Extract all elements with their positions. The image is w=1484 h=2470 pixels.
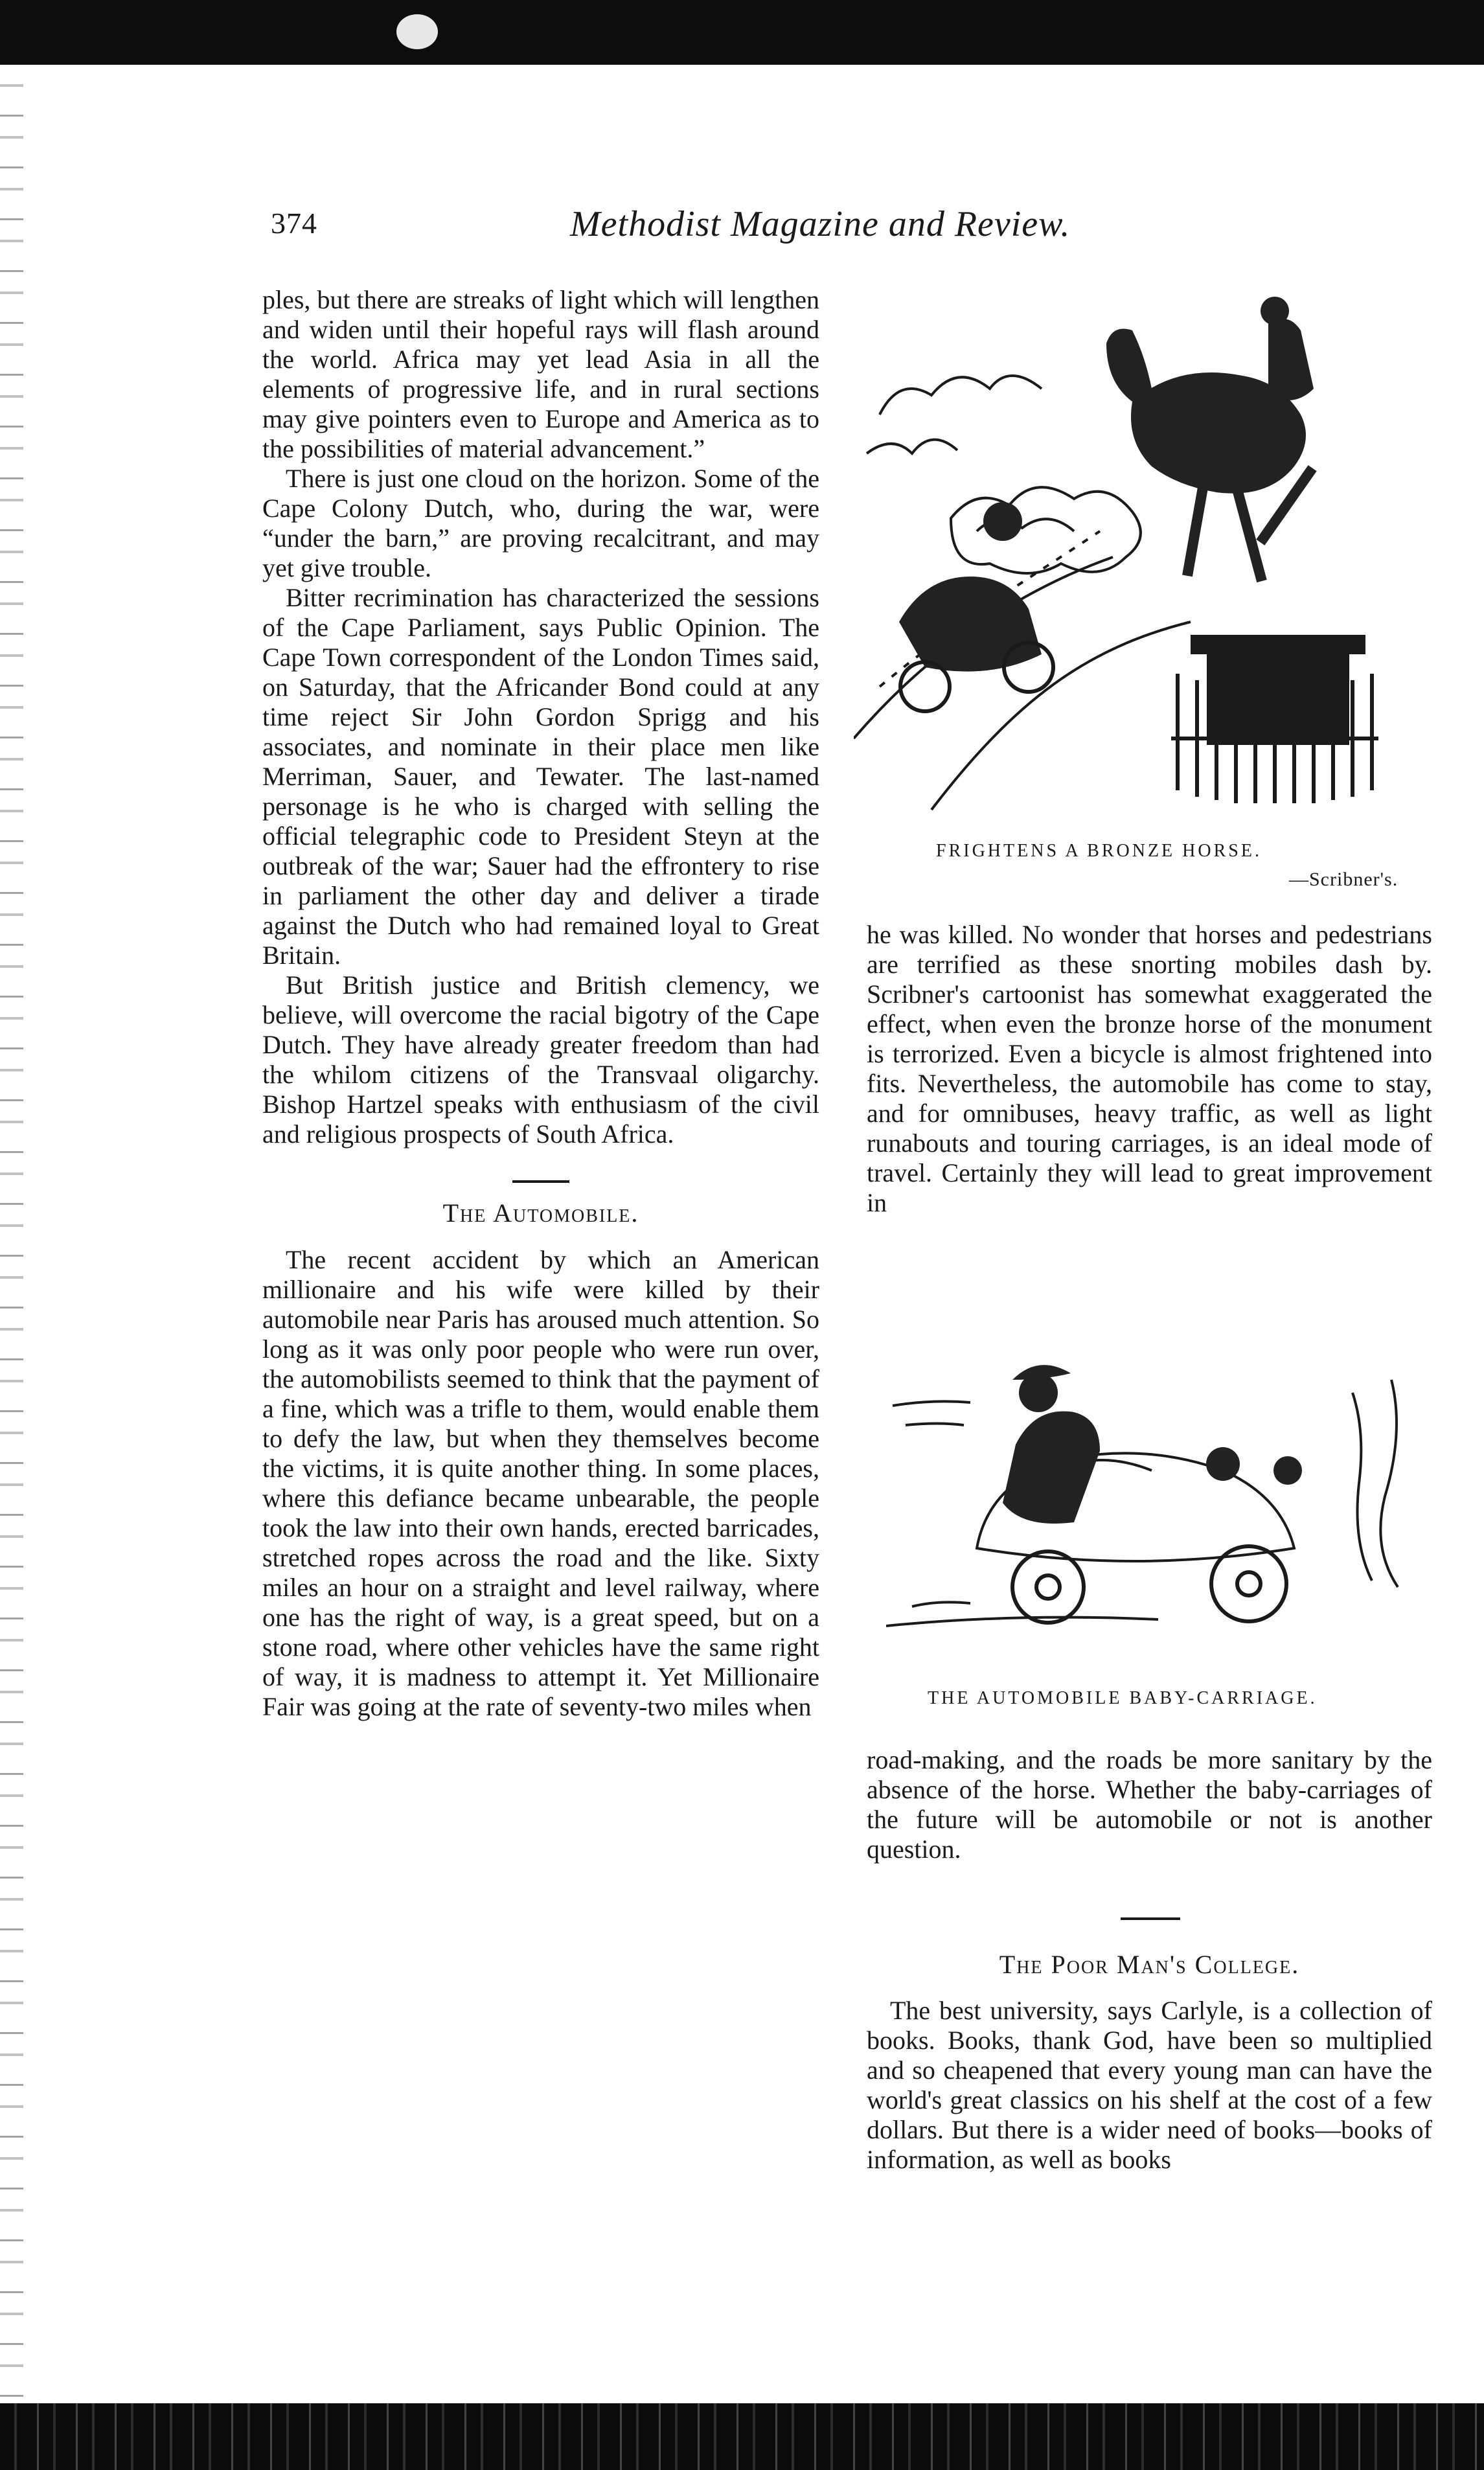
right-column-text bbox=[867, 1745, 1432, 1864]
right-column-text bbox=[867, 920, 1432, 1218]
paragraph: But British justice and British clemency, we believe, will overcome the racial bigotry of the Cape Dutch. They have already greater freedom than had the whilom citizens of the Transvaal oligarchy. Bishop Hartzel speaks with enthusiasm of the civil and religious prospects of South Africa. bbox=[262, 970, 819, 1149]
section-divider bbox=[1121, 1917, 1180, 1920]
binding-hole bbox=[396, 14, 438, 49]
paragraph: road-making, and the roads be more sanitary by the absence of the horse. Whether the baby-carriages of the future will be automobile or not is another question. bbox=[867, 1745, 1432, 1864]
section-heading: The Automobile. bbox=[442, 1198, 639, 1228]
illustration-bronze-horse bbox=[854, 285, 1437, 816]
paragraph: The best university, says Carlyle, is a collection of books. Books, thank God, have been so multiplied and so cheapened that every young man can have the world's great classics on his shelf at the cost of a few dollars. But there is a wider need of books—books of information, as well as books bbox=[867, 1996, 1432, 2174]
paragraph: There is just one cloud on the horizon. Some of the Cape Colony Dutch, who, during the war, were “under the barn,” are proving recalcitrant, and may yet give trouble. bbox=[262, 464, 819, 582]
scan-bottom-edge bbox=[0, 2403, 1484, 2470]
right-column-text bbox=[867, 1996, 1432, 2175]
left-column bbox=[262, 285, 819, 1722]
section-heading: The Poor Man's College. bbox=[999, 1950, 1300, 1979]
paragraph: ples, but there are streaks of light which will lengthen and widen until their hopeful rays will flash around the world. Africa may yet lead Asia in all the elements of progressive life, and in rural sections may give pointers even to Europe and America as to the possibilities of material advancement.” bbox=[262, 285, 819, 463]
bronze-horse-drawing bbox=[854, 285, 1437, 816]
running-head: Methodist Magazine and Review. bbox=[570, 204, 1071, 244]
figure-credit: —Scribner's. bbox=[1289, 869, 1398, 890]
figure-caption: FRIGHTENS A BRONZE HORSE. bbox=[936, 841, 1262, 861]
page-number: 374 bbox=[271, 207, 317, 240]
illustration-baby-carriage bbox=[886, 1354, 1437, 1658]
paragraph: Bitter recrimination has characterized the sessions of the Cape Parliament, says Public Opinion. The Cape Town correspondent of the London Times said, on Saturday, that the Africander Bond could at any time reject Sir John Gordon Sprigg and his associates, and nominate in their place men like Merriman, Sauer, and Tewater. The last-named personage is he who is charged with selling the official telegraphic code to President Steyn at the outbreak of the war; Sauer had the effrontery to rise in parliament the other day and deliver a tirade against the Dutch who had remained loyal to Great Britain. bbox=[262, 583, 819, 970]
paragraph: he was killed. No wonder that horses and pedestrians are terrified as these snorting mobiles dash by. Scribner's cartoonist has somewhat exaggerated the effect, when even the bronze horse of the monument is terrorized. Even a bicycle is almost frightened into fits. Nevertheless, the automobile has come to stay, and for omnibuses, heavy traffic, as well as light runabouts and touring carriages, is an ideal mode of travel. Certainly they will lead to great improvement in bbox=[867, 920, 1432, 1217]
section-divider bbox=[512, 1180, 569, 1183]
figure-caption: THE AUTOMOBILE BABY-CARRIAGE. bbox=[928, 1688, 1318, 1708]
paragraph: The recent accident by which an American millionaire and his wife were killed by their automobile near Paris has aroused much attention. So long as it was only poor people who were run over, the automobilists seemed to think that the payment of a fine, which was a trifle to them, would enable them to defy the law, but when they themselves become the victims, it is quite another thing. In some places, where this defiance became unbearable, the people took the law into their own hands, erected barricades, stretched ropes across the road and the like. Sixty miles an hour on a straight and level railway, where one has the right of way, is a great speed, but on a stone road, where other vehicles have the same right of way, it is madness to attempt it. Yet Millionaire Fair was going at the rate of seventy-two miles when bbox=[262, 1245, 819, 1721]
baby-carriage-drawing bbox=[886, 1354, 1437, 1658]
scan-left-edge bbox=[0, 65, 23, 2403]
scan-top-edge bbox=[0, 0, 1484, 65]
